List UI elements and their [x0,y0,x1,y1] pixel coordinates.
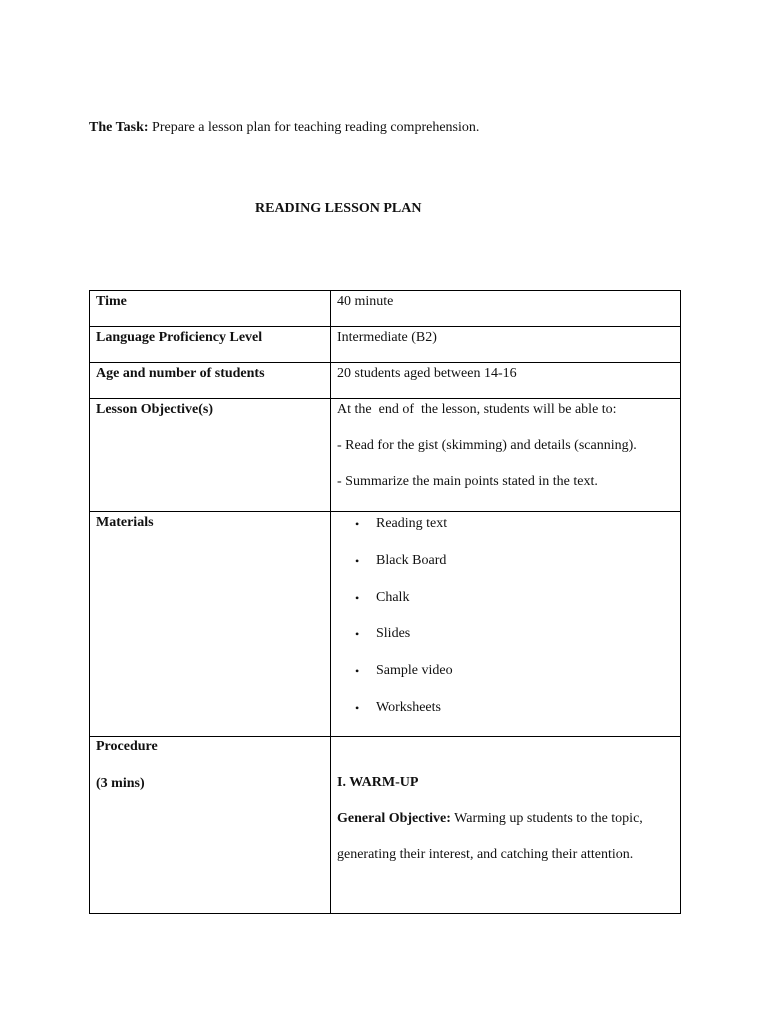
time-label: Time [96,294,127,309]
value-cell [331,399,681,512]
table-row-materials [90,512,681,737]
objective-line: At the end of the lesson, students will be able to: [337,402,617,417]
procedure-duration: (3 mins) [96,775,145,791]
bullet-icon: • [355,590,360,605]
list-item [331,515,680,552]
age-value: 20 students aged between 14-16 [337,366,517,381]
list-item [331,589,680,626]
label-cell [90,327,331,363]
warmup-heading: I. WARM-UP [337,774,419,790]
value-cell [331,363,681,399]
level-value: Intermediate (B2) [337,330,437,345]
table-row-time [90,291,681,327]
procedure-label: Procedure [96,738,158,754]
task-label: The Task: [89,120,149,135]
label-cell [90,399,331,512]
time-value: 40 minute [337,294,394,309]
materials-label: Materials [96,515,154,530]
material-text: Sample video [376,663,453,679]
bullet-icon: • [355,700,360,715]
task-text: Prepare a lesson plan for teaching reading comprehension. [148,120,480,135]
task-statement [89,119,479,137]
bullet-icon: • [355,517,360,531]
lesson-plan-table [89,290,681,914]
list-item [331,662,680,699]
list-item [331,552,680,589]
material-text: Black Board [376,552,447,568]
table-row-objectives [90,399,681,512]
page-title: READING LESSON PLAN [255,201,422,216]
bullet-icon: • [355,553,360,568]
label-cell [90,291,331,327]
value-cell [331,736,681,913]
general-objective-label: General Objective: [337,810,451,826]
material-text: Worksheets [376,699,441,715]
general-objective-text: Warming up students to the topic, [450,810,643,826]
objective-line: - Read for the gist (skimming) and details (scanning). [337,438,637,453]
material-text: Reading text [376,516,448,531]
bullet-icon: • [355,627,360,642]
table-row-age [90,363,681,399]
list-item [331,699,680,736]
value-cell [331,327,681,363]
table-row-level [90,327,681,363]
level-label: Language Proficiency Level [96,330,263,345]
objective-line: - Summarize the main points stated in the text. [337,474,598,489]
materials-list [331,512,680,736]
age-label: Age and number of students [96,366,265,381]
label-cell [90,512,331,737]
material-text: Slides [376,626,411,642]
general-objective-continued: generating their interest, and catching their attention. [337,846,634,862]
list-item [331,625,680,662]
label-cell [90,736,331,913]
material-text: Chalk [376,589,410,605]
bullet-icon: • [355,664,360,679]
objectives-label: Lesson Objective(s) [96,402,214,417]
table-row-procedure [90,736,681,913]
label-cell [90,363,331,399]
general-objective [337,810,674,846]
value-cell [331,291,681,327]
value-cell [331,512,681,737]
